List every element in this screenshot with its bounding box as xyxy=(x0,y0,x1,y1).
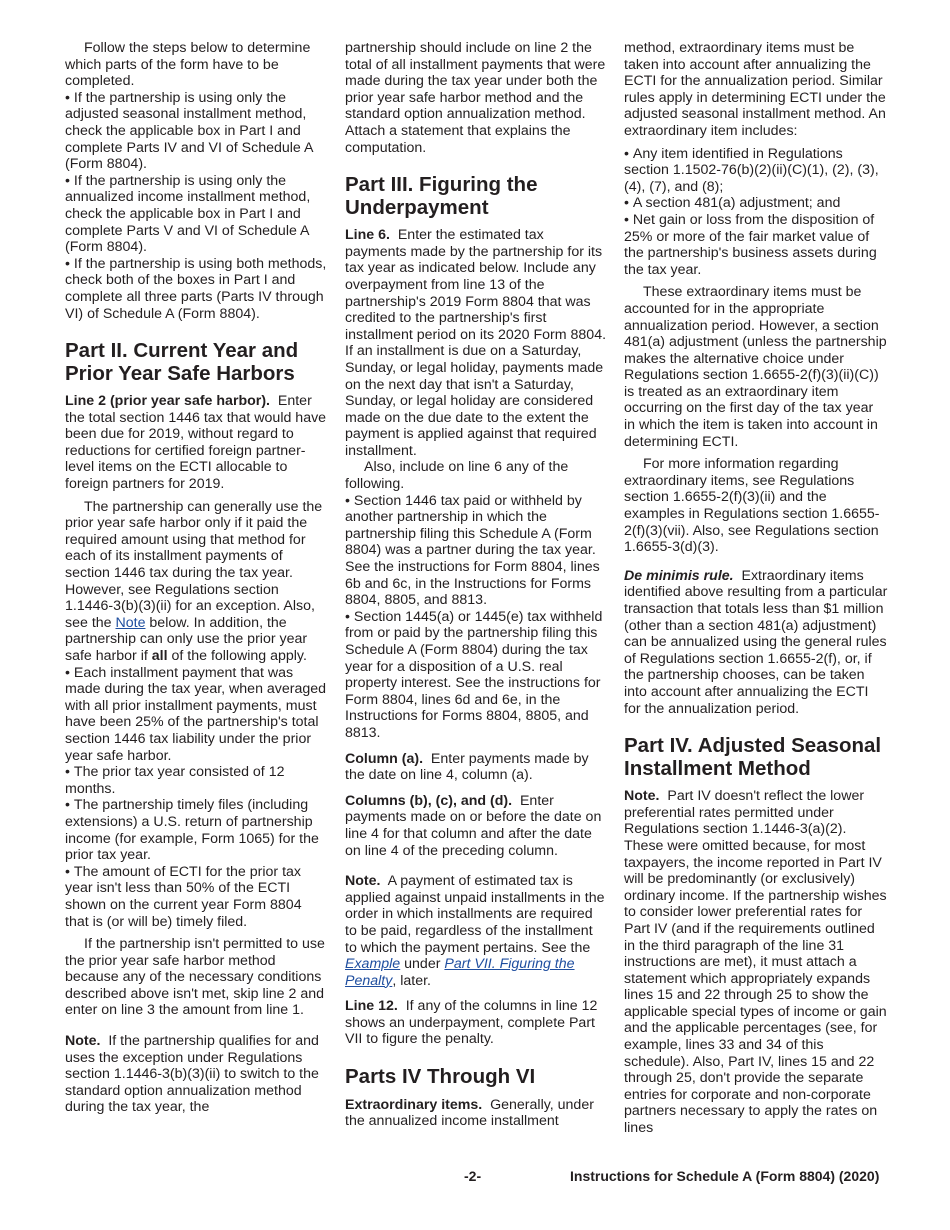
note-lead: Note. xyxy=(624,788,660,805)
note-paragraph xyxy=(65,1033,327,1116)
columns-bcd-text: Enter payments made on or before the date on line 4 for that column and after the date on line 4 of the preceding column. xyxy=(345,792,602,859)
column-a-lead: Column (a). xyxy=(345,750,424,767)
list-item: • The partnership timely files (including extensions) a U.S. return of partnership income (for example, Form 1065) for the prior tax year. xyxy=(65,797,327,863)
column-right xyxy=(624,40,888,1137)
note-text: Part IV doesn't reflect the lower preferential rates permitted under Regulations section 1.1446-3(a)(2). These were omitted because, for most taxpayers, the income reported in Part IV will be predominantly (or exclusively) ordinary income. If the partnership wishes to consider lower preferential rates for Part IV (and if the requirements outlined in the third paragraph of the line 31 instructions are met), it must attach a statement which appropriately expands lines 15 and 22 through 25 to show the applicable special types of income or gain and the applicable percentages (see, for example, lines 33 and 34 of this schedule). Also, Part IV, lines 15 and 22 through 25, don't provide the separate entries for corporate and non-corporate partners necessary to apply the rates on lines xyxy=(624,788,887,1137)
list-item: • The amount of ECTI for the prior tax year isn't less than 50% of the ECTI shown on the current year Form 8804 that is (or will be) timely filed. xyxy=(65,864,327,930)
list-item: • If the partnership is using only the annualized income installment method, check the applicable box in Part I and complete Parts V and VI of Schedule A (Form 8804). xyxy=(65,173,327,256)
note-text: A payment of estimated tax is applied against unpaid installments in the order in which installments are required to be paid, regardless of the installment to which the payment pertains. See the xyxy=(345,873,605,956)
de-minimis-lead: De minimis rule. xyxy=(624,567,734,584)
note-under: under xyxy=(404,956,441,973)
para-a-mid: below. In addition, the partnership can only use the prior year safe harbor if xyxy=(65,614,308,664)
column-a-paragraph xyxy=(345,751,607,784)
column-a-text: Enter payments made by the date on line 4, column (a). xyxy=(345,750,589,784)
line2-text: Enter the total section 1446 tax that would have been due for 2019, without regard to reductions for certified foreign partner-level items on the ECTI allocable to foreign partners for 2019. xyxy=(65,393,327,493)
note-link[interactable]: Note xyxy=(115,614,146,631)
section-heading-part-iii: Part III. Figuring the Underpayment xyxy=(345,173,538,219)
extraordinary-accounting-paragraph: These extraordinary items must be accounted for in the appropriate annualization period. However, a section 481(a) adjustment (unless the partnership makes the alternative choice under Regulations section 1.6655-2(f)(3)(ii)(C)) is treated as an extraordinary item occurring on the first day of the tax year in which the item is taken into account in determining ECTI. xyxy=(624,284,887,450)
part-vii-link[interactable]: Part VII. Figuring the Penalty xyxy=(345,956,575,989)
intro-paragraph: Follow the steps below to determine which parts of the form have to be completed. xyxy=(65,40,311,90)
column-left xyxy=(65,40,327,1116)
section-heading-part-ii: Part II. Current Year and Prior Year Safe Harbors xyxy=(65,339,299,385)
line2-paragraph xyxy=(65,393,327,493)
example-link[interactable]: Example xyxy=(345,956,401,973)
section-heading-parts-iv-vi: Parts IV Through VI xyxy=(345,1065,536,1089)
note-paragraph xyxy=(624,788,888,1136)
note-end: , later. xyxy=(392,972,431,989)
note-lead: Note. xyxy=(65,1033,101,1050)
also-paragraph: Also, include on line 6 any of the following. xyxy=(345,459,569,493)
columns-bcd-lead: Columns (b), (c), and (d). xyxy=(345,792,513,809)
de-minimis-paragraph xyxy=(624,568,888,717)
continued-paragraph: method, extraordinary items must be taken into account after annualizing the ECTI for the annualization period. Similar rules apply in determining ECTI under the adjusted seasonal installment method. An extraordinary item includes: xyxy=(624,40,886,139)
extraordinary-paragraph xyxy=(345,1097,607,1130)
list-item: • If the partnership is using both methods, check both of the boxes in Part I and complete all three parts (Parts IV through VI) of Schedule A (Form 8804). xyxy=(65,256,327,322)
list-item: • A section 481(a) adjustment; and xyxy=(624,195,888,212)
line12-text: If any of the columns in line 12 shows an underpayment, complete Part VII to figure the penalty. xyxy=(345,998,598,1048)
para-a-text: The partnership can generally use the prior year safe harbor only if it paid the required amount using that method for each of its installment payments of section 1446 tax during the tax year. However, see Regulations section 1.1446-3(b)(3)(ii) for an exception. Also, see the xyxy=(65,498,323,631)
para-a-end: of the following apply. xyxy=(171,648,307,664)
list-item: • If the partnership is using only the adjusted seasonal installment method, check the applicable box in Part I and complete Parts IV and VI of Schedule A (Form 8804). xyxy=(65,90,327,173)
line12-paragraph xyxy=(345,998,607,1048)
list-item: • Any item identified in Regulations section 1.1502-76(b)(2)(ii)(C)(1), (2), (3), (4), (7), and (8); xyxy=(624,146,888,196)
line6-text: Enter the estimated tax payments made by the partnership for its tax year as indicated below. Include any overpayment from line 13 of the partnership's 2019 Form 8804 that was credited to the partnership's first installment period on its 2020 Form 8804. If an installment is due on a Saturday, Sunday, or legal holiday, payments made on the next day that isn't a Saturday, Sunday, or legal holiday are considered made on the due date to the extent the payment is applied against that required installment. xyxy=(345,227,607,459)
line6-paragraph xyxy=(345,227,607,459)
list-item: • Each installment payment that was made during the tax year, when averaged with all prior installment payments, must have been 25% of the partnership's total section 1446 tax liability under the prior year safe harbor. xyxy=(65,665,327,765)
note-text: If the partnership qualifies for and uses the exception under Regulations section 1.1446-3(b)(3)(ii) to switch to the standard option annualization method during the tax year, the xyxy=(65,1033,319,1116)
line6-lead: Line 6. xyxy=(345,227,390,244)
de-minimis-text: Extraordinary items identified above resulting from a particular transaction that totals less than $1 million (other than a section 481(a) adjustment) can be annualized using the general rules of Regulations section 1.6655-2(f), or, if the partnership chooses, can be taken into account after annualizing the ECTI for the annualization period. xyxy=(624,567,888,717)
line2-lead: Line 2 (prior year safe harbor). xyxy=(65,393,270,410)
section-heading-part-iv: Part IV. Adjusted Seasonal Installment Method xyxy=(624,734,882,780)
footer-title: Instructions for Schedule A (Form 8804) (2020) xyxy=(570,1168,880,1184)
columns-bcd-paragraph xyxy=(345,793,607,859)
note-paragraph xyxy=(345,873,607,989)
continued-paragraph: partnership should include on line 2 the total of all installment payments that were made during the tax year under both the prior year safe harbor method and the standard option annualization method. Attach a statement that explains the computation. xyxy=(345,40,606,156)
line12-lead: Line 12. xyxy=(345,998,398,1015)
extraordinary-text: Generally, under the annualized income installment xyxy=(345,1096,594,1130)
list-item: • The prior tax year consisted of 12 months. xyxy=(65,764,327,797)
extraordinary-lead: Extraordinary items. xyxy=(345,1096,483,1113)
list-item: • Section 1445(a) or 1445(e) tax withheld from or paid by the partnership filing this Schedule A (Form 8804) during the tax year for a disposition of a U.S. real property interest. See the instructions for Form 8804, lines 6d and 6e, in the Instructions for Forms 8804, 8805, and 8813. xyxy=(345,609,607,742)
para-a-bold: all xyxy=(151,648,168,664)
list-item: • Section 1446 tax paid or withheld by another partnership in which the partnership filing this Schedule A (Form 8804) was a partner during the tax year. See the instructions for Form 8804, lines 6b and 6c, in the Instructions for Forms 8804, 8805, and 8813. xyxy=(345,493,607,609)
column-middle xyxy=(345,40,607,1130)
list-item: • Net gain or loss from the disposition of 25% or more of the fair market value of the partnership's business assets during the tax year. xyxy=(624,212,888,278)
note-lead: Note. xyxy=(345,873,381,890)
more-info-paragraph: For more information regarding extraordinary items, see Regulations section 1.6655-2(f)(3)(ii) and the examples in Regulations section 1.6655-2(f)(3)(vii). Also, see Regulations section 1.6655-3(d)(3). xyxy=(624,456,880,556)
safe-harbor-paragraph xyxy=(65,499,327,665)
skip-line2-paragraph: If the partnership isn't permitted to use the prior year safe harbor method because any of the necessary conditions described above isn't met, skip line 2 and enter on line 3 the amount from line 1. xyxy=(65,936,325,1019)
page-number: -2- xyxy=(464,1168,482,1184)
